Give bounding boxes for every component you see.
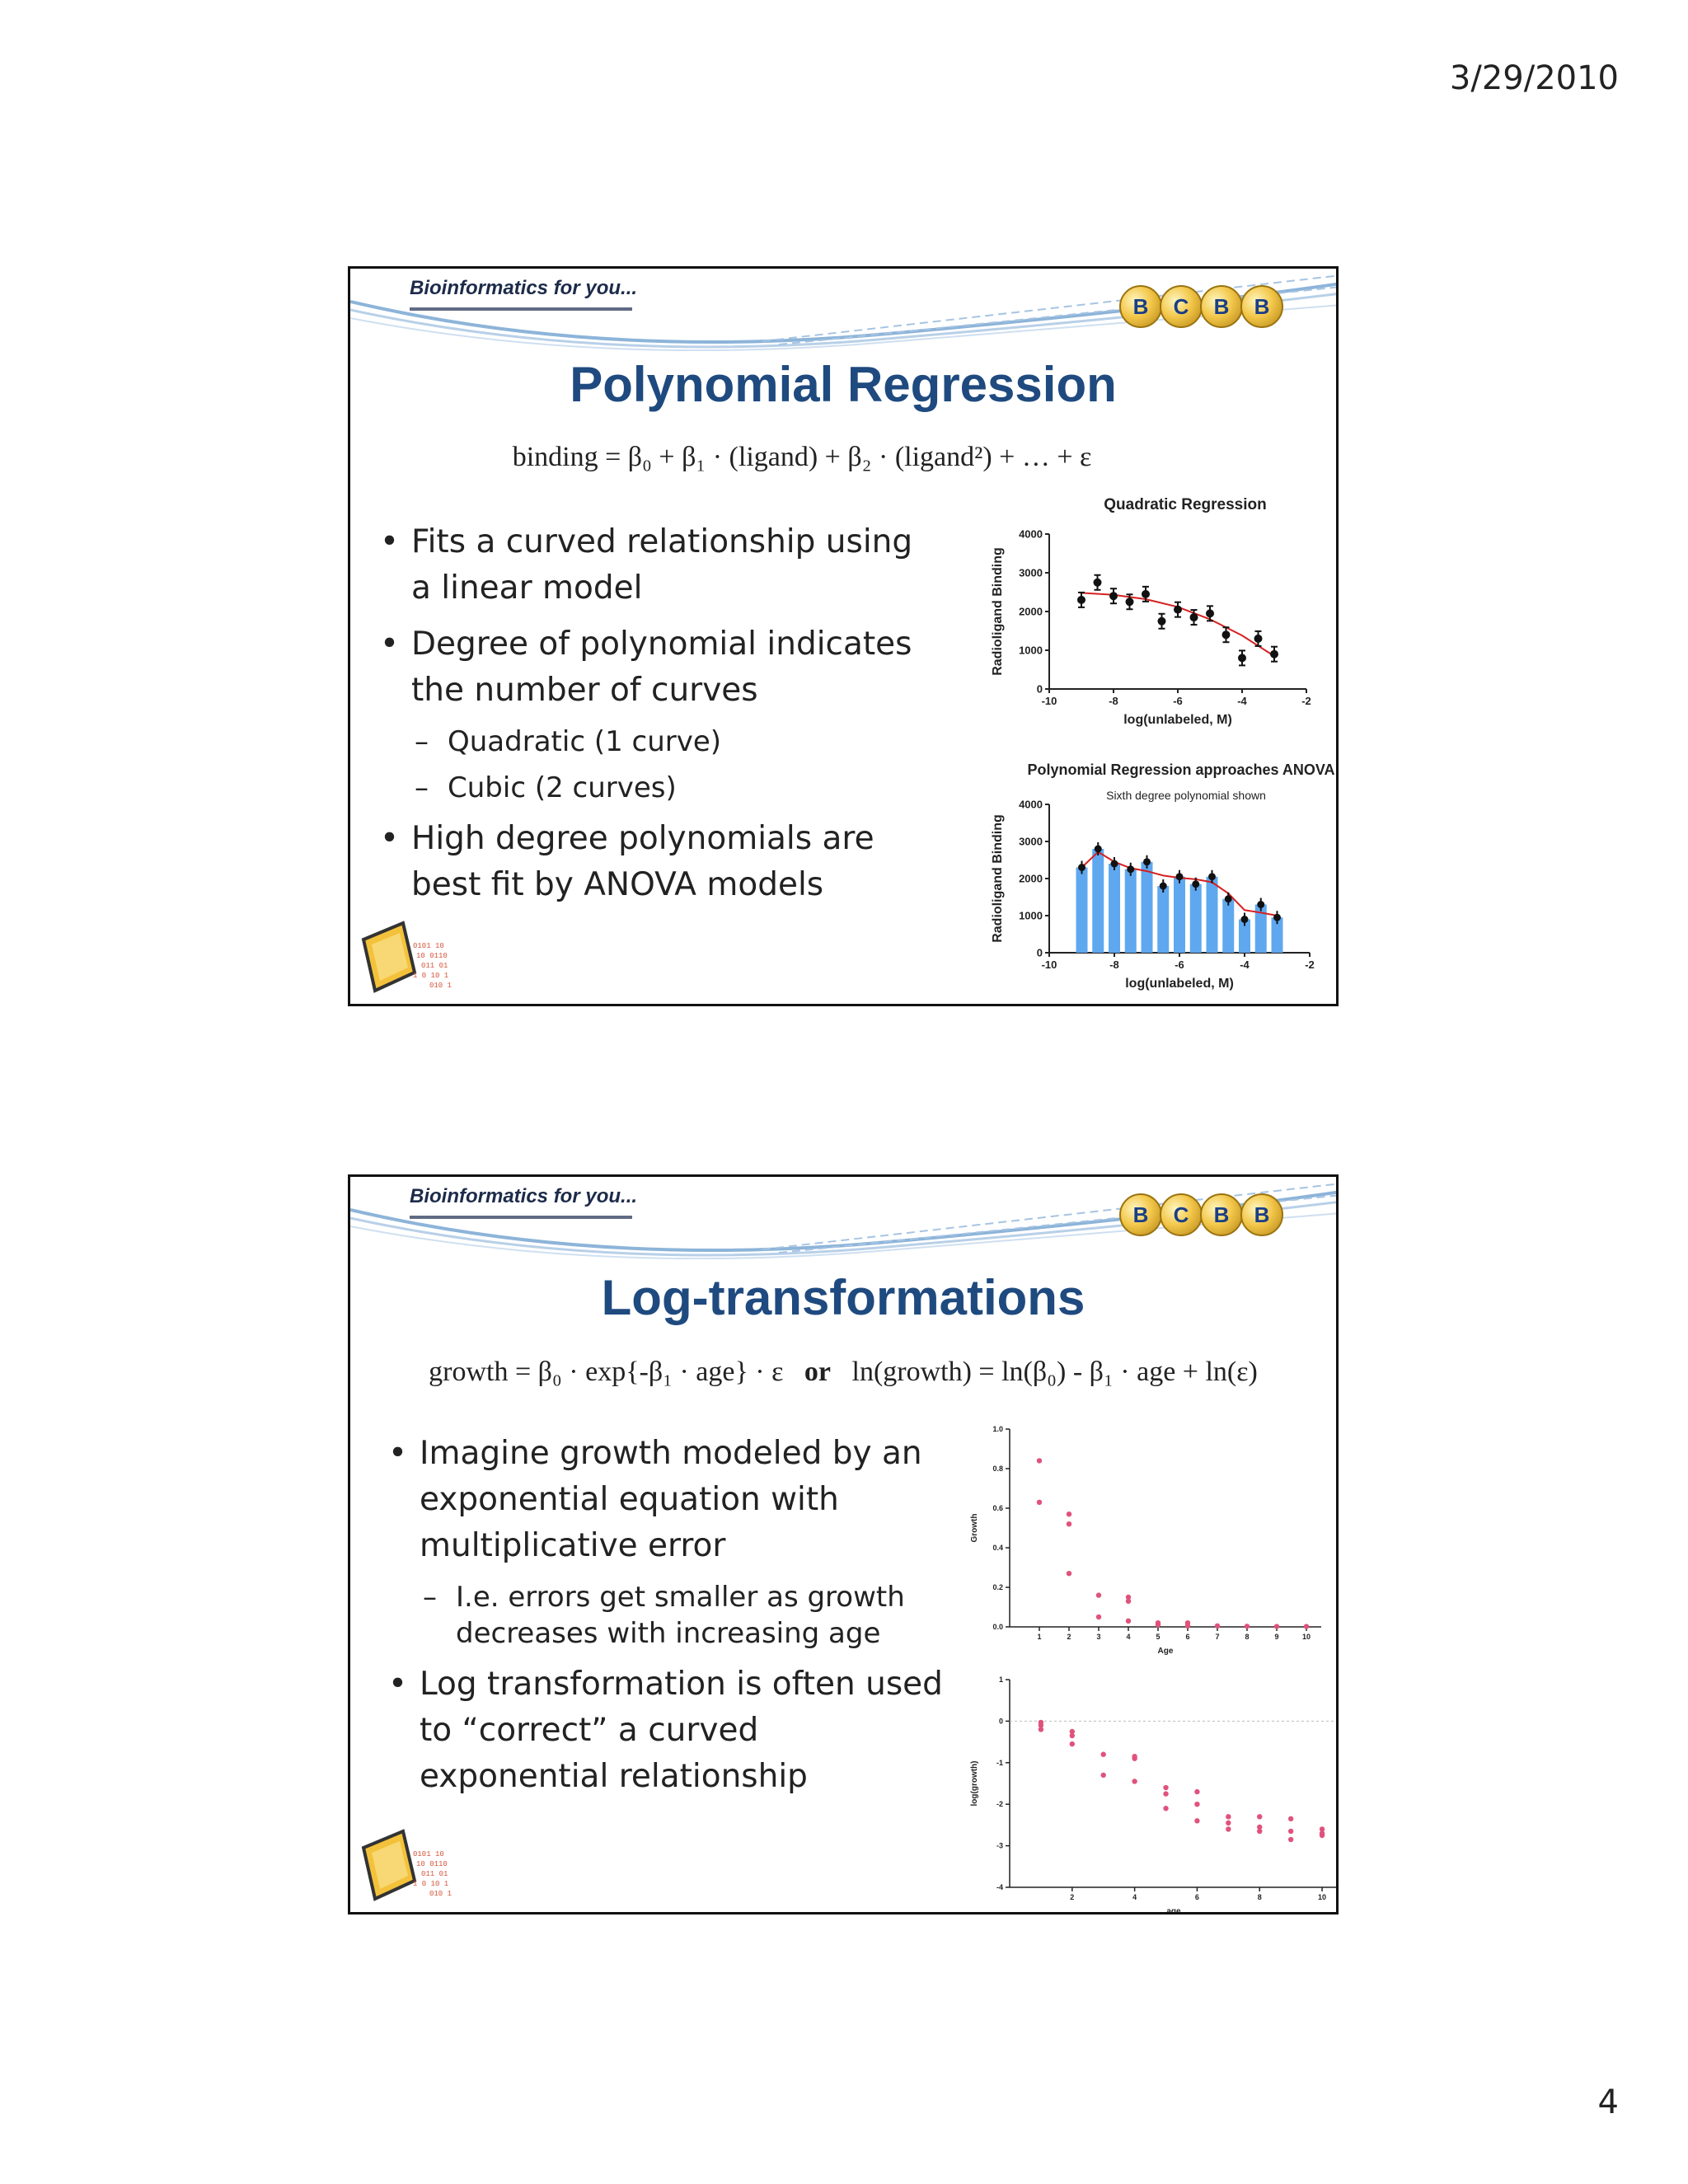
y-tick-label: 0: [1036, 946, 1043, 959]
data-point: [1254, 635, 1263, 643]
x-tick-label: 4: [1132, 1893, 1137, 1901]
data-point: [1226, 1814, 1231, 1819]
page-number: 4: [1597, 2083, 1619, 2121]
svg-text:010 1: 010 1: [429, 982, 452, 990]
x-axis-label: log(unlabeled, M): [1123, 713, 1232, 727]
data-point: [1257, 1814, 1262, 1819]
y-tick-label: 1000: [1019, 644, 1043, 657]
y-tick-label: 0.8: [992, 1465, 1003, 1473]
data-point: [1257, 1829, 1262, 1834]
bullet: • Imagine growth modeled by an exponential equation with multiplicative error: [377, 1431, 945, 1569]
sub-bullet: – I.e. errors get smaller as growth decreases with increasing age: [377, 1579, 945, 1652]
sub-bullet: – Cubic (2 curves): [368, 770, 937, 806]
data-point: [1126, 598, 1134, 606]
slide-banner: [350, 1177, 1336, 1259]
bar: [1142, 862, 1153, 953]
data-point: [1096, 1615, 1101, 1619]
data-point: [1194, 1802, 1199, 1807]
data-point: [1094, 579, 1102, 587]
laptop-logo-icon: [355, 1823, 494, 1909]
data-point: [1176, 873, 1184, 880]
svg-text:1 0 10 1: 1 0 10 1: [413, 1880, 449, 1888]
data-point: [1194, 1789, 1199, 1794]
bar: [1207, 877, 1218, 953]
x-tick-label: -8: [1109, 695, 1118, 707]
y-tick-label: 0.0: [992, 1623, 1003, 1631]
data-point: [1226, 1826, 1231, 1831]
y-axis-label: Growth: [970, 1513, 979, 1543]
data-point: [1067, 1521, 1071, 1526]
data-point: [1304, 1624, 1309, 1629]
data-point: [1163, 1806, 1168, 1811]
data-point: [1192, 880, 1199, 888]
y-tick-label: -1: [996, 1758, 1003, 1767]
brand-title: Bioinformatics for you...: [410, 277, 638, 299]
x-axis-label: age: [1166, 1907, 1181, 1915]
data-point: [1163, 1791, 1168, 1796]
data-point: [1215, 1624, 1220, 1629]
regression-formula: binding = β₀ + β₁ · (ligand) + β₂ · (ligand²) + … + ε: [512, 442, 1092, 472]
svg-text:011 01: 011 01: [421, 1870, 448, 1878]
slide-banner: [350, 269, 1336, 351]
formula-or: or: [804, 1357, 831, 1387]
data-point: [1257, 901, 1264, 908]
data-point: [1158, 617, 1166, 626]
x-axis-label: Age: [1157, 1647, 1174, 1656]
formula-right: ln(growth) = ln(β₀) - β₁ · age + ln(ε): [851, 1357, 1258, 1387]
brand-subtitle-scribble: [410, 1213, 632, 1224]
x-tick-label: 10: [1301, 1633, 1311, 1641]
x-tick-label: 1: [1037, 1633, 1042, 1641]
bullet: • Fits a curved relationship using a linear model: [368, 519, 937, 612]
y-tick-label: 1.0: [992, 1425, 1003, 1433]
y-tick-label: 1: [998, 1675, 1003, 1684]
svg-text:0101 10: 0101 10: [413, 942, 444, 950]
bar: [1222, 899, 1234, 953]
y-tick-label: -2: [996, 1800, 1003, 1809]
x-tick-label: -6: [1173, 695, 1183, 707]
y-tick-label: 3000: [1019, 566, 1043, 579]
data-point: [1245, 1624, 1250, 1629]
data-point: [1078, 864, 1085, 871]
y-tick-label: 0: [1036, 682, 1043, 696]
anova-polynomial-chart: [983, 758, 1339, 1006]
y-tick-label: 0: [998, 1717, 1003, 1726]
data-point: [1270, 650, 1278, 658]
data-point: [1222, 630, 1231, 639]
data-point: [1126, 1599, 1131, 1604]
x-tick-label: -4: [1240, 958, 1250, 971]
data-point: [1101, 1752, 1106, 1757]
x-tick-label: 2: [1067, 1633, 1071, 1641]
page-date: 3/29/2010: [1449, 59, 1619, 97]
data-point: [1185, 1624, 1190, 1629]
x-tick-label: -10: [1041, 958, 1057, 971]
data-point: [1241, 916, 1249, 923]
x-axis-label: log(unlabeled, M): [1125, 977, 1234, 991]
data-point: [1070, 1741, 1075, 1746]
svg-text:010 1: 010 1: [429, 1890, 452, 1898]
svg-text:1 0 10 1: 1 0 10 1: [413, 972, 449, 980]
bar: [1157, 886, 1169, 953]
chart-title: Polynomial Regression approaches ANOVA: [1027, 762, 1335, 778]
svg-text:10 0110: 10 0110: [416, 1860, 448, 1868]
data-point: [1095, 846, 1102, 853]
bcbb-logo: B C B B: [1122, 285, 1283, 328]
x-tick-label: -4: [1237, 695, 1247, 707]
bar: [1174, 877, 1185, 953]
slide-polynomial-regression: [348, 266, 1339, 1006]
data-point: [1039, 1727, 1043, 1732]
data-point: [1288, 1837, 1293, 1842]
data-point: [1037, 1458, 1042, 1463]
x-tick-label: 8: [1245, 1633, 1250, 1641]
slide-log-transformations: [348, 1174, 1339, 1915]
x-tick-label: 6: [1185, 1633, 1190, 1641]
svg-text:011 01: 011 01: [421, 962, 448, 970]
data-point: [1194, 1818, 1199, 1823]
x-tick-label: 5: [1156, 1633, 1160, 1641]
sub-bullet: – Quadratic (1 curve): [368, 724, 937, 760]
data-point: [1190, 613, 1198, 621]
bullet-list: [377, 1431, 945, 1810]
data-point: [1238, 654, 1246, 662]
data-point: [1132, 1756, 1137, 1761]
data-point: [1132, 1779, 1137, 1783]
data-point: [1070, 1733, 1075, 1738]
y-tick-label: 0.2: [992, 1583, 1003, 1591]
data-point: [1160, 883, 1167, 890]
data-point: [1126, 1619, 1131, 1624]
y-tick-label: -3: [996, 1841, 1003, 1850]
log-growth-vs-age-chart: [968, 1671, 1339, 1915]
x-tick-label: 6: [1194, 1893, 1199, 1901]
chart-title: Quadratic Regression: [1104, 496, 1267, 513]
data-point: [1067, 1571, 1071, 1576]
y-tick-label: 0.6: [992, 1504, 1003, 1512]
data-point: [1037, 1500, 1042, 1505]
svg-text:10 0110: 10 0110: [416, 952, 448, 960]
data-point: [1142, 590, 1150, 598]
x-tick-label: 9: [1274, 1633, 1279, 1641]
y-tick-label: 4000: [1019, 527, 1043, 541]
data-point: [1163, 1785, 1168, 1790]
bar: [1076, 868, 1088, 954]
y-tick-label: 3000: [1019, 835, 1043, 848]
brand-title: Bioinformatics for you...: [410, 1185, 638, 1207]
x-tick-label: 3: [1096, 1633, 1101, 1641]
bullet: • High degree polynomials are best fit by ANOVA models: [368, 816, 937, 908]
formula-left: growth = β₀ · exp{-β₁ · age} · ε: [429, 1357, 784, 1387]
y-tick-label: 2000: [1019, 872, 1043, 885]
x-tick-label: 7: [1215, 1633, 1220, 1641]
data-point: [1288, 1816, 1293, 1821]
slide-title: Polynomial Regression: [570, 357, 1117, 412]
data-point: [1127, 865, 1134, 873]
data-point: [1320, 1833, 1325, 1838]
x-tick-label: -8: [1109, 958, 1119, 971]
bullet: • Degree of polynomial indicates the number of curves: [368, 621, 937, 714]
slide-title: Log-transformations: [601, 1270, 1085, 1325]
y-tick-label: 2000: [1019, 605, 1043, 618]
data-point: [1206, 609, 1214, 617]
bar: [1092, 849, 1104, 953]
y-tick-label: 4000: [1019, 798, 1043, 811]
x-tick-label: 4: [1126, 1633, 1131, 1641]
quadratic-regression-chart: [983, 491, 1338, 747]
x-tick-label: 2: [1070, 1893, 1075, 1901]
bullet: • Log transformation is often used to “correct” a curved exponential relationship: [377, 1661, 945, 1800]
y-tick-label: 1000: [1019, 909, 1043, 922]
y-axis-label: Radioligand Binding: [991, 814, 1005, 943]
data-point: [1067, 1511, 1071, 1516]
y-axis-label: Radioligand Binding: [991, 547, 1005, 676]
data-point: [1273, 914, 1281, 921]
data-point: [1174, 606, 1182, 614]
bullet-list: [368, 519, 937, 918]
x-tick-label: -6: [1175, 958, 1184, 971]
x-tick-label: 10: [1318, 1893, 1327, 1901]
data-point: [1143, 858, 1151, 865]
x-tick-label: 8: [1257, 1893, 1262, 1901]
data-point: [1111, 860, 1118, 868]
bar: [1190, 884, 1202, 953]
svg-text:0101 10: 0101 10: [413, 1850, 444, 1858]
x-tick-label: -10: [1041, 695, 1057, 707]
data-point: [1101, 1773, 1106, 1778]
growth-formula: [350, 1357, 1336, 1388]
y-tick-label: 0.4: [992, 1544, 1003, 1552]
growth-vs-age-chart: [968, 1421, 1339, 1657]
brand-subtitle-scribble: [410, 305, 632, 316]
bar: [1109, 864, 1120, 953]
data-point: [1109, 592, 1118, 600]
data-point: [1274, 1624, 1279, 1629]
y-axis-label: log(growth): [970, 1760, 979, 1807]
bcbb-logo: B C B B: [1122, 1193, 1283, 1236]
laptop-logo-icon: [355, 915, 494, 1001]
bar: [1125, 869, 1137, 953]
data-point: [1077, 596, 1085, 604]
x-tick-label: -2: [1301, 695, 1311, 707]
data-point: [1156, 1622, 1160, 1627]
data-point: [1288, 1829, 1293, 1834]
data-point: [1096, 1592, 1101, 1597]
data-point: [1225, 895, 1232, 902]
chart-annotation: Sixth degree polynomial shown: [1106, 789, 1266, 802]
x-tick-label: -2: [1305, 958, 1315, 971]
data-point: [1226, 1821, 1231, 1825]
data-point: [1208, 873, 1216, 880]
y-tick-label: -4: [996, 1883, 1003, 1891]
